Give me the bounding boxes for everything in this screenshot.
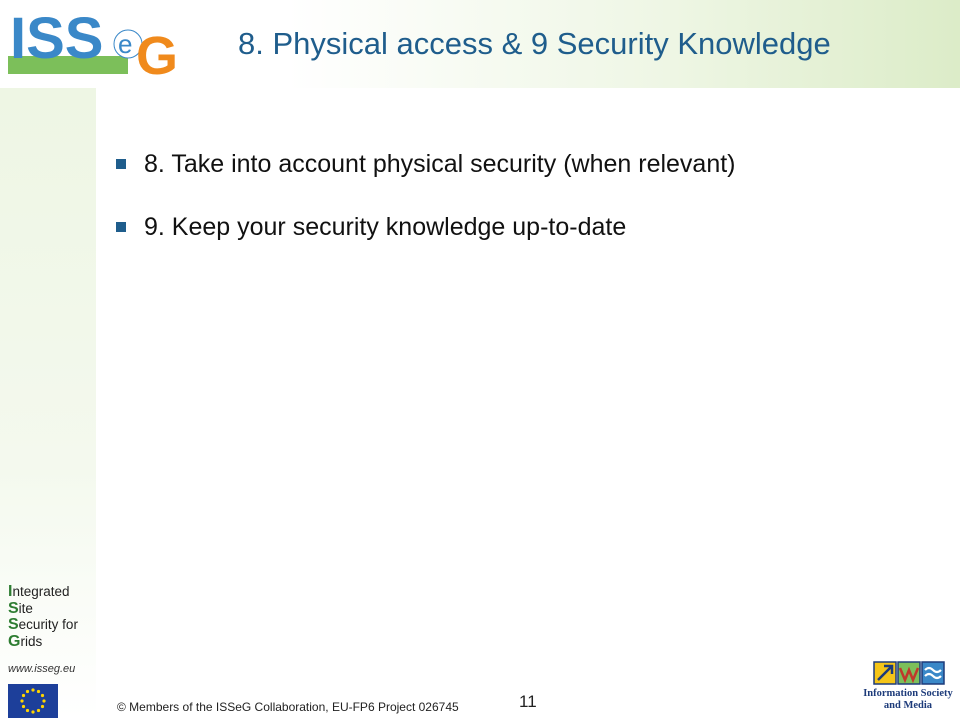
bullet-text: 9. Keep your security knowledge up-to-date [144, 213, 627, 241]
svg-text:e: e [118, 29, 133, 59]
bullet-item [114, 213, 736, 242]
acronym-line: Integrated [8, 583, 70, 600]
square-bullet-icon [116, 222, 126, 232]
svg-text:ISS: ISS [10, 6, 104, 71]
footer-copyright: © Members of the ISSeG Collaboration, EU-FP6 Project 026745 [117, 700, 459, 714]
eu-flag-icon [8, 684, 58, 718]
slide-title: 8. Physical access & 9 Security Knowledge [238, 26, 831, 61]
bullet-item [114, 150, 736, 179]
page-number: 11 [519, 692, 537, 711]
acronym-expansion [8, 584, 78, 650]
acronym-line: Site [8, 599, 33, 617]
acronym-line: Grids [8, 632, 43, 650]
acronym-line: Security for [8, 616, 78, 633]
svg-text:G: G [136, 26, 179, 78]
bullet-list [114, 150, 736, 276]
bullet-text: 8. Take into account physical security (when relevant) [144, 150, 736, 178]
square-bullet-icon [116, 159, 126, 169]
partner-logo-text: Information Society and Media [863, 688, 953, 711]
site-url: www.isseg.eu [8, 663, 76, 675]
isseg-logo [8, 6, 188, 78]
